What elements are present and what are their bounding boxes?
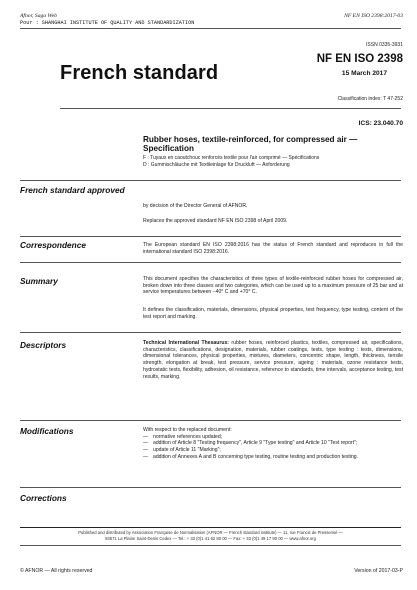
summary-paragraph-2: It defines the classification, materials, dimensions, physical properties, test frequency, type testing, content of the test report and marking. bbox=[143, 307, 403, 320]
title-rule bbox=[60, 108, 401, 109]
section-rule bbox=[20, 420, 401, 421]
document-title: Rubber hoses, textile-reinforced, for compressed air — Specification bbox=[143, 135, 358, 154]
header-rule bbox=[20, 28, 401, 29]
publisher-info bbox=[20, 530, 401, 542]
modifications-intro: With respect to the replaced document: bbox=[143, 427, 232, 433]
footer-rule bbox=[20, 527, 401, 528]
approved-heading: French standard approved bbox=[20, 185, 125, 195]
version: Version of 2017-03-P bbox=[354, 568, 403, 574]
french-title: F : Tuyaux en caoutchouc renforcés textile pour l'air comprimé — Spécifications bbox=[143, 155, 320, 161]
correspondence-heading: Correspondence bbox=[20, 240, 86, 250]
approved-line2: Replaces the approved standard NF EN ISO 2398 of April 2009. bbox=[143, 218, 288, 224]
section-rule bbox=[20, 262, 401, 263]
ics-code: ICS: 23.040.70 bbox=[358, 120, 403, 127]
footer-bottom-rule bbox=[20, 545, 401, 546]
correspondence-text: The European standard EN ISO 2398:2016 has the status of French standard and reproduces in full the international standard ISO 2398:2016. bbox=[143, 242, 403, 255]
publisher-line-1: Published and distributed by Association Française de Normalisation (AFNOR — French standard institute) — 11, rue Francis de Pressensé — bbox=[78, 530, 343, 535]
header-document-ref: NF EN ISO 2398:2017-03 bbox=[344, 13, 403, 19]
modifications-list bbox=[143, 434, 403, 461]
list-item: — addition of Article 8 "Testing frequency", Article 9 "Type testing" and Article 10 "Test report"; bbox=[143, 440, 403, 447]
thesaurus-label: Technical International Thesaurus: bbox=[143, 340, 229, 346]
copyright: © AFNOR — All rights reserved bbox=[20, 568, 93, 574]
section-rule bbox=[20, 180, 401, 181]
issn: ISSN 0335-3931 bbox=[366, 42, 403, 48]
list-item: — normative references updated; bbox=[143, 434, 403, 441]
approved-line1: by decision of the Director General of AFNOR. bbox=[143, 203, 248, 209]
modifications-block bbox=[143, 427, 403, 461]
summary-paragraph-1: This document specifies the characteristics of three types of textile-reinforced rubber hoses for compressed air, broken down into three classes and two categories, which can be used up to a maximum pressure of 25 bar and at service temperatures between −40° C and +70° C. bbox=[143, 276, 403, 296]
header-pour-line: Pour : SHANGHAI INSTITUTE OF QUALITY AND STANDARDIZATION bbox=[20, 20, 195, 26]
classification-index: Classification index: T 47-252 bbox=[337, 96, 403, 102]
descriptors-heading: Descriptors bbox=[20, 340, 67, 350]
modifications-heading: Modifications bbox=[20, 426, 74, 436]
standard-number: NF EN ISO 2398 bbox=[316, 53, 403, 65]
publication-date: 15 March 2017 bbox=[341, 70, 387, 77]
list-item: — addition of Annexes A and B concerning type testing, routine testing and production testing. bbox=[143, 454, 403, 461]
summary-heading: Summary bbox=[20, 276, 58, 286]
descriptors-keywords: rubber hoses, reinforced plastics, textiles, compressed air, specifications, characteristics, classifications, designation, materials, rubber coatings, tests, type testing : tests, dimensions, dimensional tolerances, physical properties, mixtures, diameters, concentric shape, length, thickness, tensile strength, elongation at break, test pressure, service pressure, ageing : materials, ozone resistance tests, hydrostatic tests, flexibility, adhesion, oil resistance, reference to standards, time intervals, acceptance testing, test results, marking. bbox=[143, 340, 403, 380]
german-title: D : Gummischläuche mit Textileinlage für Druckluft — Anforderung bbox=[143, 162, 290, 168]
list-item: — update of Article 11 "Marking"; bbox=[143, 447, 403, 454]
header-source: Afnor, Saga Web bbox=[20, 13, 57, 19]
descriptors-text bbox=[143, 340, 403, 380]
section-rule bbox=[20, 332, 401, 333]
section-rule bbox=[20, 487, 401, 488]
section-rule bbox=[20, 236, 401, 237]
publisher-line-2: 93571 La Plaine Saint-Denis Cedex — Tel.: + 33 (0)1 41 62 80 00 — Fax: + 33 (0)1 49 17 90 00 — www.afnor.org bbox=[105, 536, 316, 541]
corrections-heading: Corrections bbox=[20, 493, 67, 503]
page-title: French standard bbox=[60, 62, 219, 84]
